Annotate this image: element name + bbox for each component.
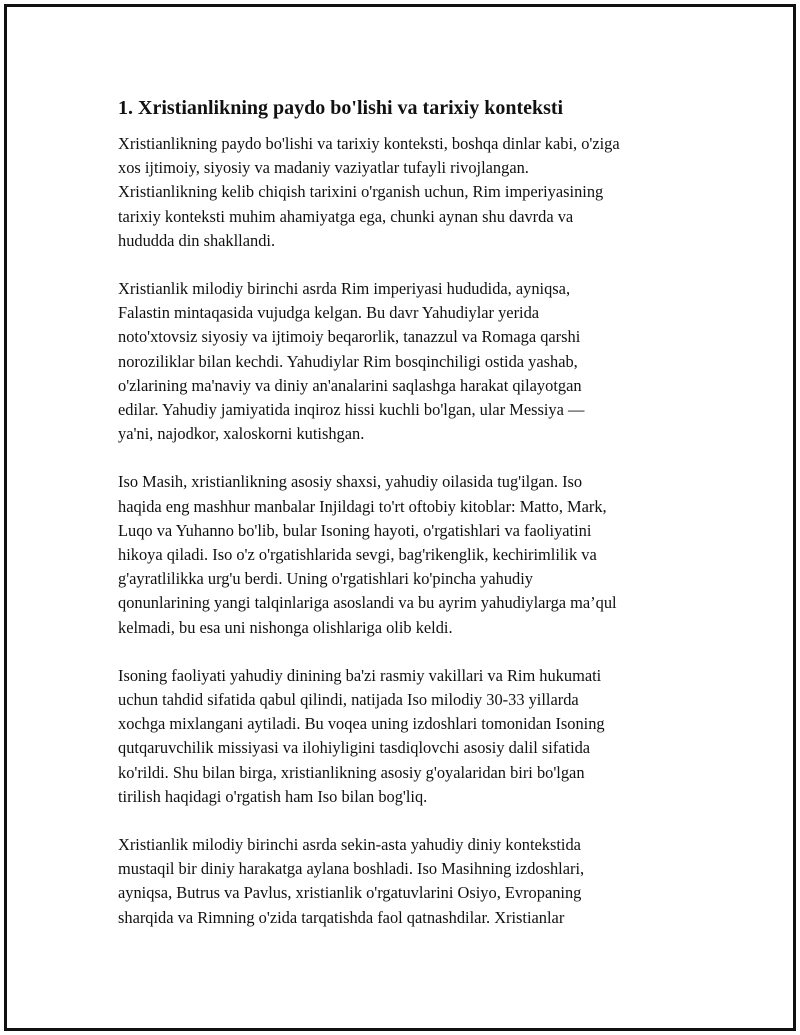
document-body — [118, 96, 693, 954]
text-line: Luqo va Yuhanno bo'lib, bular Isoning hayoti, o'rgatishlari va faoliyatini — [118, 520, 592, 540]
text-line: Falastin mintaqasida vujudga kelgan. Bu davr Yahudiylar yerida — [118, 303, 540, 323]
text-line: Xristianlikning paydo bo'lishi va tarixiy konteksti, boshqa dinlar kabi, o'ziga — [118, 134, 620, 153]
text-line: haqida eng mashhur manbalar Injildagi to'rt oftobiy kitoblar: Matto, Mark, — [118, 496, 607, 516]
text-line: Iso Masih, xristianlikning asosiy shaxsi, yahudiy oilasida tug'ilgan. Iso — [118, 472, 583, 492]
paragraph-1 — [118, 132, 693, 253]
text-line: hududda din shakllandi. — [118, 230, 276, 250]
text-line: Xristianlik milodiy birinchi asrda sekin-asta yahudiy diniy kontekstida — [118, 835, 581, 855]
paragraph-4 — [118, 664, 693, 809]
text-line: Xristianlik milodiy birinchi asrda Rim imperiyasi hududida, ayniqsa, — [118, 279, 571, 299]
text-line: noto'xtovsiz siyosiy va ijtimoiy beqarorlik, tanazzul va Romaga qarshi — [118, 327, 581, 347]
text-line: ayniqsa, Butrus va Pavlus, xristianlik o'rgatuvlarini Osiyo, Evropaning — [118, 883, 582, 903]
text-line: mustaqil bir diniy harakatga aylana boshladi. Iso Masihning izdoshlari, — [118, 859, 585, 879]
text-line: hikoya qiladi. Iso o'z o'rgatishlarida sevgi, bag'rikenglik, kechirimlilik va — [118, 545, 597, 565]
text-line: uchun tahdid sifatida qabul qilindi, natijada Iso milodiy 30-33 yillarda — [118, 690, 579, 710]
text-line: kelmadi, bu esa uni nishonga olishlariga olib keldi. — [118, 617, 453, 637]
paragraph-5 — [118, 833, 693, 930]
text-line: tarixiy konteksti muhim ahamiyatga ega, chunki aynan shu davrda va — [118, 206, 574, 226]
text-line: ko'rildi. Shu bilan birga, xristianlikning asosiy g'oyalaridan biri bo'lgan — [118, 762, 585, 782]
section-heading: 1. Xristianlikning paydo bo'lishi va tarixiy konteksti — [118, 97, 564, 119]
paragraph-2 — [118, 277, 693, 446]
text-line: noroziliklar bilan kechdi. Yahudiylar Rim bosqinchiligi ostida yashab, — [118, 351, 578, 371]
text-line: Isoning faoliyati yahudiy dinining ba'zi rasmiy vakillari va Rim hukumati — [118, 665, 602, 685]
text-line: o'zlarining ma'naviy va diniy an'analarini saqlashga harakat qilayotgan — [118, 375, 582, 395]
text-line: edilar. Yahudiy jamiyatida inqiroz hissi kuchli bo'lgan, ular Messiya — — [118, 400, 585, 420]
text-line: ya'ni, najodkor, xaloskorni kutishgan. — [118, 424, 365, 444]
text-line: xos ijtimoiy, siyosiy va madaniy vaziyatlar tufayli rivojlangan. — [118, 158, 529, 178]
text-line: g'ayratlilikka urg'u berdi. Uning o'rgatishlari ko'pincha yahudiy — [118, 569, 533, 589]
text-line: xochga mixlangani aytiladi. Bu voqea uning izdoshlari tomonidan Isoning — [118, 714, 605, 734]
text-line: sharqida va Rimning o'zida tarqatishda faol qatnashdilar. Xristianlar — [118, 907, 565, 927]
text-line: tirilish haqidagi o'rgatish ham Iso bilan bog'liq. — [118, 786, 428, 806]
paragraph-3 — [118, 470, 693, 639]
text-line: qutqaruvchilik missiyasi va ilohiyligini tasdiqlovchi asosiy dalil sifatida — [118, 738, 591, 758]
text-line: Xristianlikning kelib chiqish tarixini o'rganish uchun, Rim imperiyasining — [118, 182, 604, 202]
text-line: qonunlarining yangi talqinlariga asoslandi va bu ayrim yahudiylarga ma’qul — [118, 593, 617, 613]
